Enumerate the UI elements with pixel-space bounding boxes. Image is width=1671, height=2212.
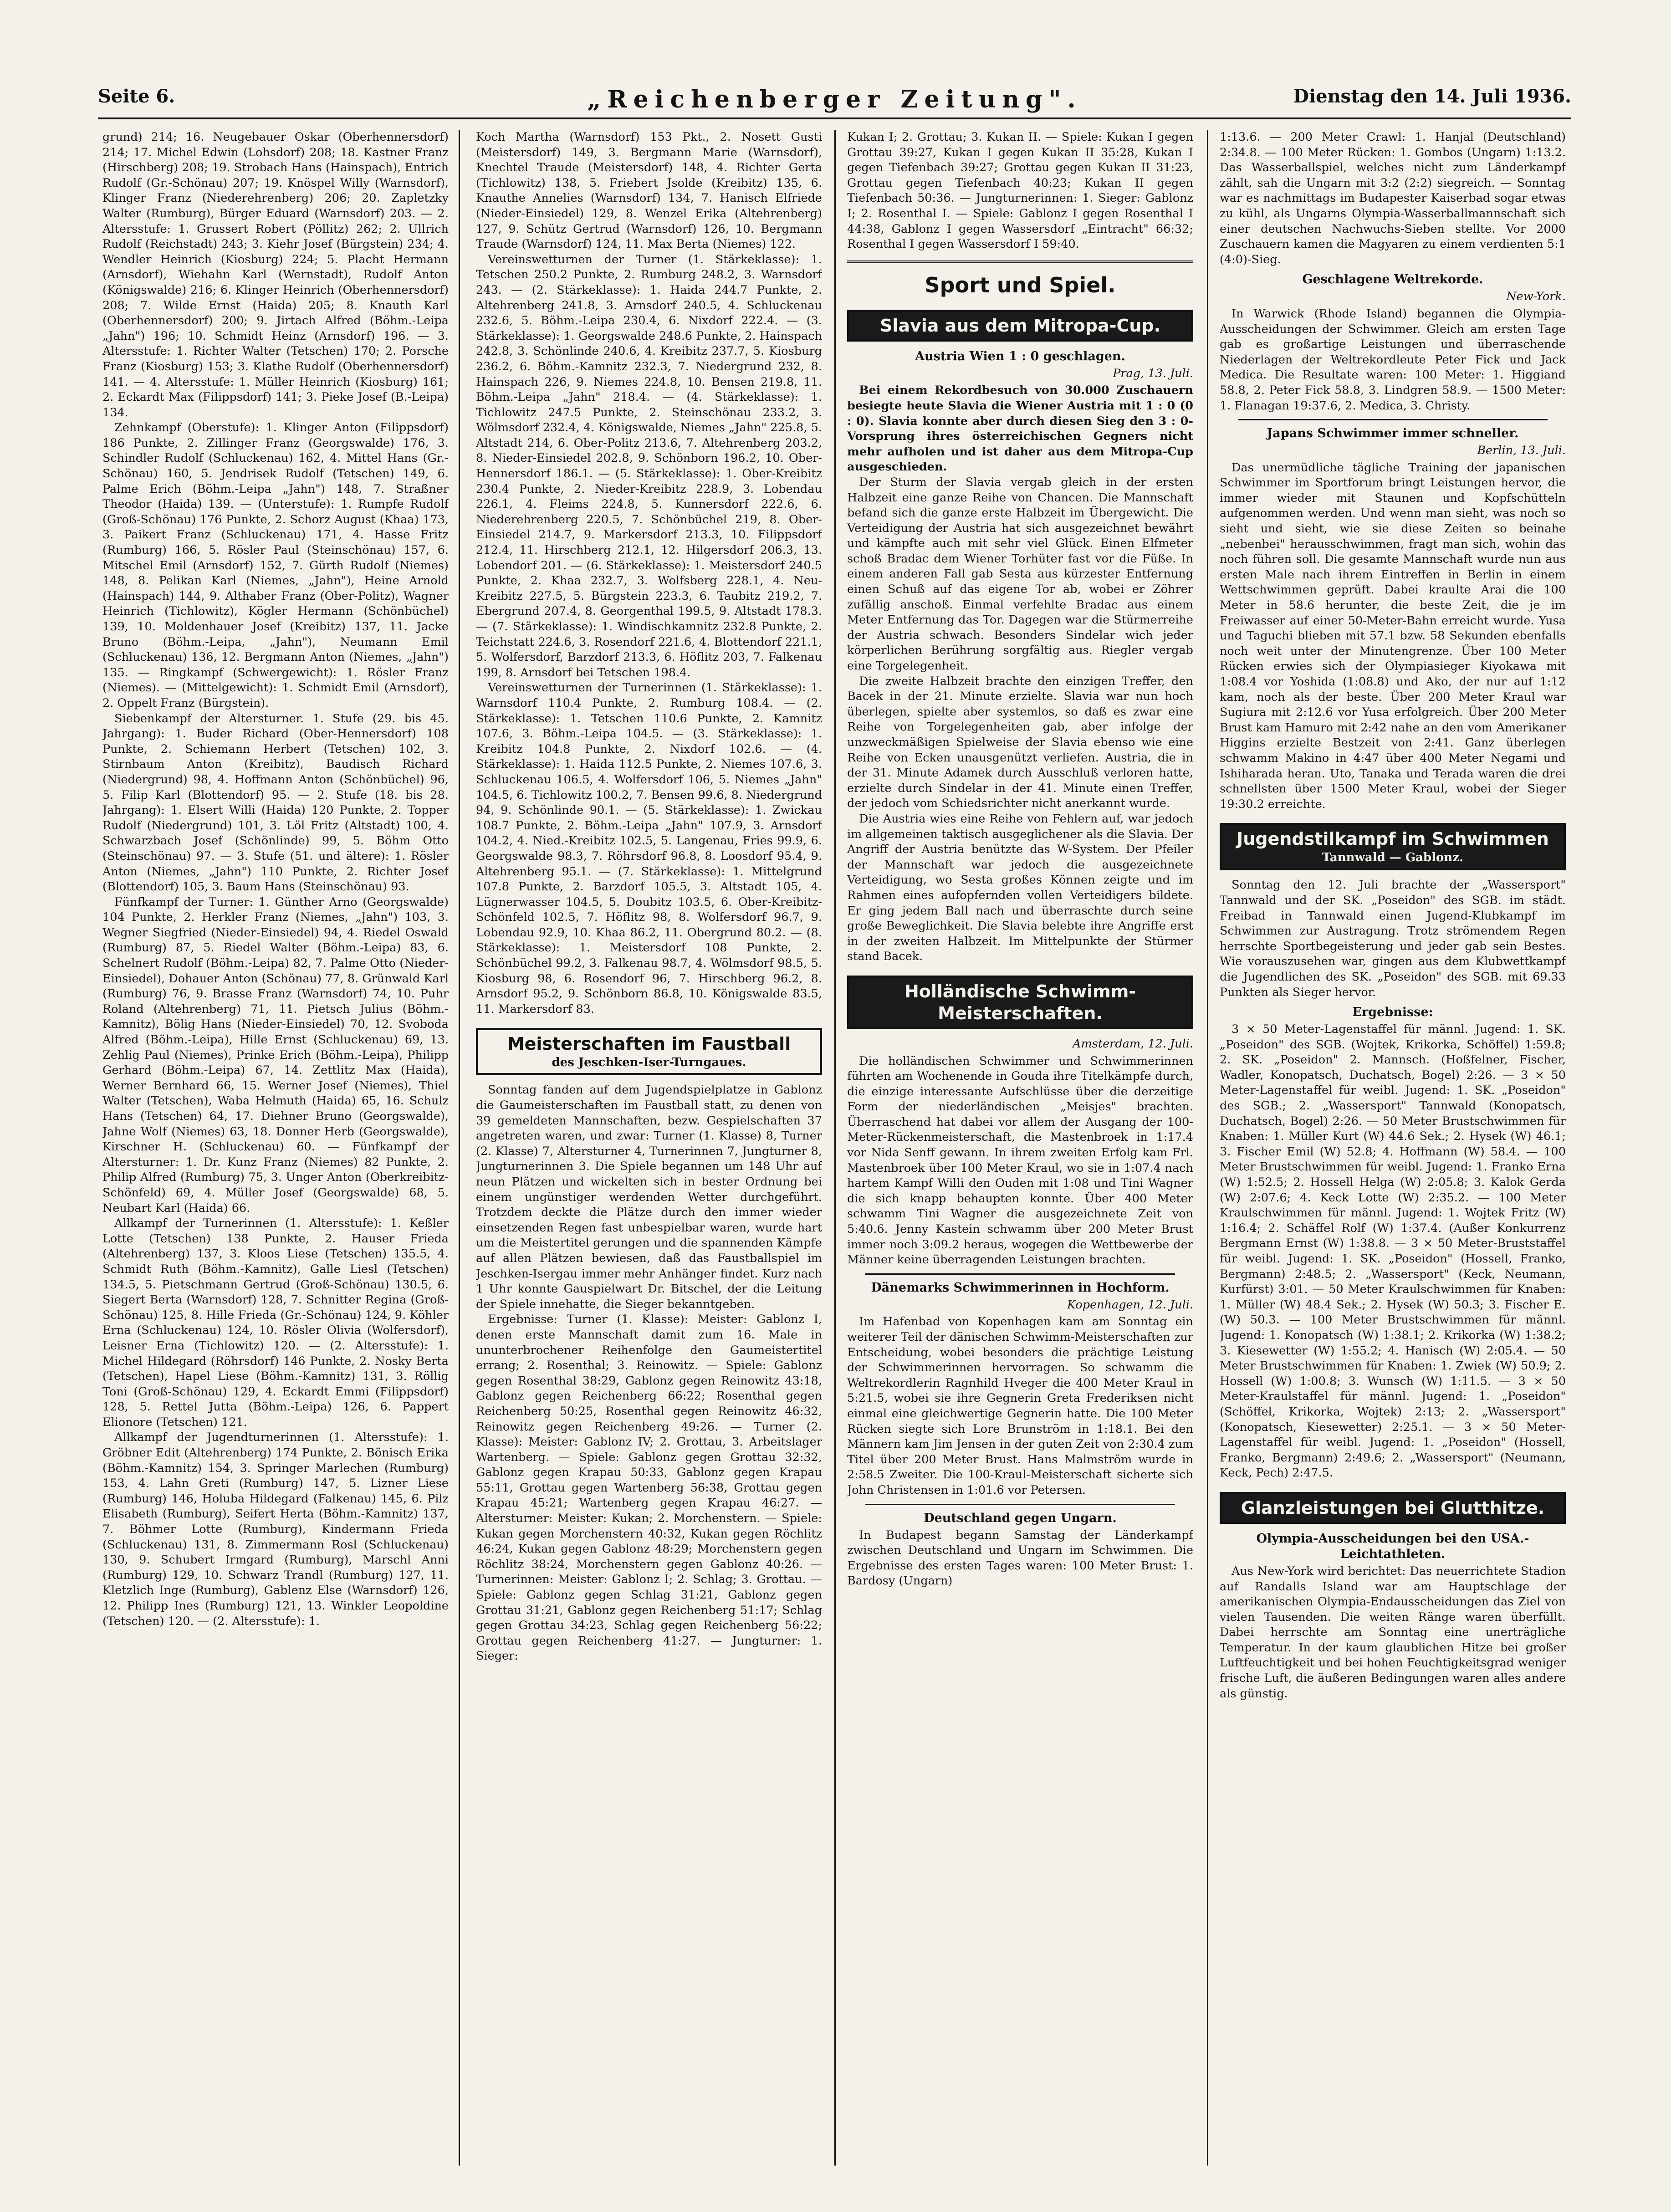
section-divider bbox=[1238, 419, 1548, 420]
dateline: New-York. bbox=[1506, 290, 1566, 304]
article-text: In Warwick (Rhode Island) begannen die Olympia-Ausscheidungen der Schwimmer. Gleich am ersten Tage gab es großartige Leistungen und überraschende Niederlagen der Weltrekordleute Peter Fick und Jack Medica. Die Resultate waren: 100 Meter: 1. Higgiand 58.8, 2. Peter Fick 58.8, 3. Lindgren 58.9. — 1500 Meter: 1. Flanagan 19:37.6, 2. Medica, 3. Christy. bbox=[1220, 307, 1566, 413]
article-text: Die zweite Halbzeit brachte den einzigen Treffer, den Bacek in der 21. Minute erzielte. Slavia war nun hoch überlegen, spielte aber systemlos, so daß es zwar eine Reihe von Torgelegenheiten gab, aber infolge der unzweckmäßigen Spielweise der Slavia ebenso wie eine Reihe von Ecken unausgenützt verliefen. Austria, die in der 31. Minute Adamek durch Ausschluß verloren hatte, erzielte durch Sindelar in der 41. Minute einen Treffer, der jedoch vom Schiedsrichter nicht anerkannt wurde. bbox=[847, 674, 1193, 811]
glanz-headline: Glanzleistungen bei Glutthitze. bbox=[1241, 1497, 1545, 1518]
article-lead: Bei einem Rekordbesuch von 30.000 Zuschauern besiegte heute Slavia die Wiener Austria mit 1 : 0 (0 : 0). Slavia konnte aber durch diesen Sieg den 3 : 0-Vorsprung ihres österreichischen Gegners nicht mehr aufholen und ist daher aus dem Mitropa-Cup ausgeschieden. bbox=[847, 383, 1193, 474]
article-text: Vereinswetturnen der Turnerinnen (1. Stärkeklasse): 1. Warnsdorf 110.4 Punkte, 2. Rumburg 108.4. — (2. Stärkeklasse): 1. Tetschen 110.6 Punkte, 2. Kamnitz 107.6, 3. Böhm.-Leipa 104.5. — (3. Stärkeklasse): 1. Kreibitz 104.8 Punkte, 2. Nixdorf 102.6. — (4. Stärkeklasse): 1. Haida 112.5 Punkte, 2. Niemes 107.6, 3. Schluckenau 106.5, 4. Wolfersdorf 106, 5. Niemes „Jahn" 104.5, 6. Tichlowitz 100.2, 7. Bensen 99.6, 8. Niedergrund 94, 9. Schönlinde 90.1. — (5. Stärkeklasse): 1. Zwickau 108.7 Punkte, 2. Böhm.-Leipa „Jahn" 107.9, 3. Arnsdorf 104.2, 4. Nied.-Kreibitz 102.5, 5. Langenau, Fries 99.9, 6. Georgswalde 98.3, 7. Röhrsdorf 96.8, 8. Loosdorf 95.4, 9. Altehrenberg 95.1. — (7. Stärkeklasse): 1. Mittelgrund 107.8 Punkte, 2. Barzdorf 105.5, 3. Altstadt 105, 4. Lügnerwasser 104.5, 5. Doubitz 103.5, 6. Ober-Kreibitz-Schönfeld 102.5, 7. Höflitz 98, 8. Wolfersdorf 96.7, 9. Lobendau 92.9, 10. Khaa 86.2, 11. Obergrund 80.2. — (8. Stärkeklasse): 1. Meistersdorf 108 Punkte, 2. Schönbüchel 99.2, 3. Falkenau 98.7, 4. Wölmsdorf 98.5, 5. Kiosburg 98, 6. Rosendorf 96, 7. Hirschberg 96.2, 8. Arnsdorf 95.2, 9. Schönborn 86.8, 10. Königswalde 83.5, 11. Markersdorf 83. bbox=[476, 681, 822, 1016]
glanz-headline-box bbox=[1220, 1492, 1566, 1524]
page-header bbox=[98, 86, 1571, 127]
article-text: Der Sturm der Slavia vergab gleich in der ersten Halbzeit eine ganze Reihe von Chancen. Die Mannschaft befand sich die ganze erste Halbzeit im Übergewicht. Die Verteidigung der Austria hat sich ausgezeichnet bewährt und kämpfte auch mit sehr viel Glück. Einen Elfmeter schoß Bradac dem Wiener Torhüter fast vor die Füße. In einem anderen Fall gab Sesta aus kürzester Entfernung einen Schuß auf das eigene Tor ab, wobei er Zöhrer zufällig anschoß. Einmal verfehlte Bradac aus einem Meter Entfernung das Tor. Dagegen war die Stürmerreihe der Austria schwach. Besonders Sindelar wich jeder körperlichen Berührung sorgfältig aus. Riegler vergab eine Torgelegenheit. bbox=[847, 475, 1193, 673]
slavia-headline-box bbox=[847, 310, 1193, 342]
dateline: Berlin, 13. Juli. bbox=[1477, 444, 1566, 458]
article-text: Die holländischen Schwimmer und Schwimmerinnen führten am Wochenende in Gouda ihre Titelkämpfe durch, die einzige interessante Aufschlüsse über die derzeitige Form der niederländischen „Meisjes" brachten. Überraschend hat dabei vor allem der Ausgang der 100-Meter-Rückenmeisterschaft, die Mastenbroek in 1:17.4 vor Nida Senff gewann. In ihrem zweiten Erfolg kam Frl. Mastenbroek über 100 Meter Kraul, wo sie in 1:07.4 nach hartem Kampf Willi den Ouden mit 1:08 und Tini Wagner die sich knapp behaupten konnte. Über 400 Meter schwamm Tini Wagner die ausgezeichnete Zeit von 5:40.6. Jenny Kastein schwamm über 200 Meter Brust immer noch 3:09.2 heraus, wogegen die Wettbewerbe der Männer keine überragenden Leistungen brachten. bbox=[847, 1054, 1193, 1267]
faustball-headline-box bbox=[476, 1028, 822, 1075]
jugend-headline-box bbox=[1220, 823, 1566, 870]
section-divider bbox=[865, 1273, 1175, 1275]
faustball-headline: Meisterschaften im Faustball bbox=[507, 1034, 791, 1054]
subsection-title: Geschlagene Weltrekorde. bbox=[1302, 272, 1483, 287]
issue-date: Dienstag den 14. Juli 1936. bbox=[1293, 86, 1571, 107]
article-text: Vereinswetturnen der Turner (1. Stärkeklasse): 1. Tetschen 250.2 Punkte, 2. Rumburg 248.2, 3. Warnsdorf 243. — (2. Stärkeklasse): 1. Haida 244.7 Punkte, 2. Altehrenberg 241.8, 3. Arnsdorf 240.5, 4. Schluckenau 232.6, 5. Böhm.-Leipa 230.4, 6. Nixdorf 222.4. — (3. Stärkeklasse): 1. Georgswalde 248.6 Punkte, 2. Hainspach 242.8, 3. Schönlinde 240.6, 4. Kreibitz 237.7, 5. Kiosburg 236.2, 6. Böhm.-Kamnitz 232.3, 7. Niedergrund 232, 8. Hainspach 226, 9. Niemes 224.8, 10. Bensen 219.8, 11. Böhm.-Leipa „Jahn" 218.4. — (4. Stärkeklasse): 1. Tichlowitz 247.5 Punkte, 2. Steinschönau 233.2, 3. Wölmsdorf 232.4, 4. Königswalde, Niemes „Jahn" 225.8, 5. Altstadt 214, 6. Ober-Politz 213.6, 7. Altehrenberg 203.2, 8. Nieder-Einsiedel 202.8, 9. Schönborn 196.2, 10. Ober-Hennersdorf 186.1. — (5. Stärkeklasse): 1. Ober-Kreibitz 230.4 Punkte, 2. Nieder-Kreibitz 228.9, 3. Lobendau 226.1, 4. Fleims 224.8, 5. Kunnersdorf 222.6, 6. Niederehrenberg 220.5, 7. Schönbüchel 219, 8. Ober-Einsiedel 214.7, 9. Markersdorf 213.3, 10. Filippsdorf 212.4, 11. Hirschberg 212.1, 12. Hilgersdorf 206.3, 13. Lobendorf 201. — (6. Stärkeklasse): 1. Meistersdorf 240.5 Punkte, 2. Khaa 232.7, 3. Wolfsberg 228.1, 4. Neu-Kreibitz 227.5, 5. Bürgstein 223.3, 6. Taubitz 219.2, 7. Ebergrund 207.4, 8. Georgenthal 199.5, 9. Altstadt 178.3. — (7. Stärkeklasse): 1. Windischkamnitz 232.8 Punkte, 2. Teichstatt 224.6, 3. Rosendorf 221.6, 4. Blottendorf 221.1, 5. Wolfersdorf, Barzdorf 213.3, 6. Höflitz 203, 7. Falkenau 199, 8. Arnsdorf bei Tetschen 198.4. bbox=[476, 252, 822, 679]
article-text: Kukan I; 2. Grottau; 3. Kukan II. — Spiele: Kukan I gegen Grottau 39:27, Kukan I gegen Kukan II 35:28, Kukan I gegen Tiefenbach 39:27; Grottau gegen Kukan II 31:23, Grottau gegen Tiefenbach 40:23; Kukan II gegen Tiefenbach 50:36. — Jungturnerinnen: 1. Sieger: Gablonz I; 2. Rosenthal I. — Spiele: Gablonz I gegen Rosenthal I 44:38, Gablonz I gegen Wassersdorf „Eintracht" 66:32; Rosenthal I gegen Wassersdorf I 59:40. bbox=[847, 130, 1193, 251]
glanz-subheadline: Olympia-Ausscheidungen bei den USA.-Leichtathleten. bbox=[1256, 1531, 1529, 1561]
article-text: Siebenkampf der Altersturner. 1. Stufe (29. bis 45. Jahrgang): 1. Buder Richard (Ober-Hennersdorf) 108 Punkte, 2. Schiemann Herbert (Tetschen) 102, 3. Stirnbaum Anton (Kreibitz), Baudisch Richard (Niedergrund) 98, 4. Hoffmann Anton (Schönbüchel) 96, 5. Filip Karl (Blottendorf) 95. — 2. Stufe (18. bis 28. Jahrgang): 1. Elsert Willi (Haida) 120 Punkte, 2. Topper Rudolf (Niedergrund) 101, 3. Löl Fritz (Altstadt) 100, 4. Schwarzbach Josef (Schönlinde) 99, 5. Böhm Otto (Steinschönau) 97. — 3. Stufe (51. und ältere): 1. Rösler Anton (Niemes, „Jahn") 110 Punkte, 2. Richter Josef (Blottendorf) 105, 3. Baum Hans (Steinschönau) 93. bbox=[102, 711, 449, 894]
article-text: Koch Martha (Warnsdorf) 153 Pkt., 2. Nosett Gusti (Meistersdorf) 149, 3. Bergmann Marie (Warnsdorf), Knechtel Traude (Meistersdorf) 148, 4. Richter Gerta (Tichlowitz) 138, 5. Friebert Jsolde (Kreibitz) 135, 6. Knauthe Annelies (Warnsdorf) 134, 7. Hanisch Elfriede (Nieder-Einsiedel) 129, 8. Wenzel Erika (Altehrenberg) 127, 9. Schütz Gertrud (Warnsdorf) 126, 10. Bergmann Traude (Warnsdorf) 124, 11. Max Berta (Niemes) 122. bbox=[476, 130, 822, 251]
header-rule bbox=[98, 117, 1571, 119]
subsection-title: Japans Schwimmer immer schneller. bbox=[1267, 426, 1519, 441]
column-rule bbox=[1207, 130, 1208, 2166]
article-text: Zehnkampf (Oberstufe): 1. Klinger Anton (Filippsdorf) 186 Punkte, 2. Zillinger Franz (Georgswalde) 176, 3. Schindler Rudolf (Schluckenau) 162, 4. Mittel Hans (Gr.-Schönau) 160, 5. Jendrisek Rudolf (Tetschen) 149, 6. Palme Erich (Böhm.-Leipa „Jahn") 148, 7. Straßner Theodor (Haida) 139. — (Unterstufe): 1. Rumpfe Rudolf (Groß-Schönau) 176 Punkte, 2. Schorz August (Khaa) 173, 3. Paikert Franz (Schluckenau) 171, 4. Hasse Fritz (Rumburg) 166, 5. Rösler Paul (Steinschönau) 157, 6. Mitschel Emil (Arnsdorf) 152, 7. Gürth Rudolf (Niemes) 148, 8. Pelikan Karl (Niemes, „Jahn"), Heine Arnold (Hainspach) 144, 9. Althaber Franz (Ober-Politz), Wagner Heinrich (Tichlowitz), Kögler Hermann (Schönbüchel) 139, 10. Moldenhauer Josef (Kreibitz) 137, 11. Jacke Bruno (Böhm.-Leipa, „Jahn"), Neumann Emil (Schluckenau) 136, 12. Bergmann Anton (Niemes, „Jahn") 135. — Ringkampf (Schwergewicht): 1. Rösler Franz (Niemes). — (Mittelgewicht): 1. Schmidt Emil (Arnsdorf), 2. Oppelt Franz (Bürgstein). bbox=[102, 421, 449, 710]
subsection-title: Deutschland gegen Ungarn. bbox=[924, 1511, 1117, 1525]
article-text: Ergebnisse: Turner (1. Klasse): Meister: Gablonz I, denen erste Mannschaft damit zum 16. Male in ununterbrochener Reihenfolge den Gaumeistertitel errang; 2. Rosenthal; 3. Reinowitz. — Spiele: Gablonz gegen Rosenthal 38:29, Gablonz gegen Reinowitz 43:18, Gablonz gegen Reichenberg 66:22; Rosenthal gegen Reichenberg 50:25, Rosenthal gegen Reinowitz 46:32, Reinowitz gegen Reichenberg 49:26. — Turner (2. Klasse): Meister: Gablonz IV; 2. Grottau, 3. Arbeitslager Wartenberg. — Spiele: Gablonz gegen Grottau 32:32, Gablonz gegen Krapau 50:33, Gablonz gegen Krapau 55:11, Grottau gegen Wartenberg 56:38, Grottau gegen Krapau 45:21; Wartenberg gegen Krapau 46:27. — Altersturner: Meister: Kukan; 2. Morchenstern. — Spiele: Kukan gegen Morchenstern 40:32, Kukan gegen Röchlitz 46:24, Kukan gegen Gablonz 48:29; Morchenstern gegen Röchlitz 38:24, Morchenstern gegen Gablonz 40:26. — Turnerinnen: Meister: Gablonz I; 2. Schlag; 3. Grottau. — Spiele: Gablonz gegen Schlag 31:21, Gablonz gegen Grottau 31:21, Gablonz gegen Reichenberg 51:17; Schlag gegen Grottau 34:23, Schlag gegen Reichenberg 56:22; Grottau gegen Reichenberg 41:27. — Jungturner: 1. Sieger: bbox=[476, 1313, 822, 1663]
page-number: Seite 6. bbox=[98, 86, 175, 107]
article-text: Das unermüdliche tägliche Training der japanischen Schwimmer im Sportforum bringt Leistungen hervor, die immer wieder mit Staunen und Kopfschütteln aufgenommen werden. Und wenn man sieht, was noch so sieht und sieht, wie sie diese Zeiten so beinahe „nebenbei" herausschwimmen, fragt man sich, wohin das noch führen soll. Die gesamte Mannschaft wurde nun aus ersten Male nach ihrem Eintreffen in Berlin in einem Wettschwimmen geprüft. Dabei kraulte Arai die 100 Meter in 58.6 herunter, die beste Zeit, die je im Freiwasser auf einer 50-Meter-Bahn erreicht wurde. Yusa und Taguchi blieben mit 57.1 bzw. 58 Sekunden ebenfalls noch weit unter der Minutengrenze. Über 100 Meter Rücken erwies sich der Olympiasieger Kiyokawa mit 1:08.4 vor Yoshida (1:08.8) und Ako, der nur auf 1:12 kam, noch als der beste. Über 200 Meter Kraul war Sugiura mit 2:12.6 vor Yusa erfolgreich. Über 200 Meter Brust kam Hamuro mit 2:42 nahe an den vom Amerikaner Higgins erzielte Bestzeit von 2:41. Ganz überlegen schwamm Makino in 4:47 über 400 Meter Negami und Ishiharada heran. Uto, Tanaka und Terada waren die drei schnellsten über 1500 Meter Kraul, wobei der Sieger 19:30.2 erreichte. bbox=[1220, 460, 1566, 811]
column-3 bbox=[847, 130, 1193, 2166]
article-text: Fünfkampf der Turner: 1. Günther Arno (Georgswalde) 104 Punkte, 2. Herkler Franz (Niemes, „Jahn") 103, 3. Wegner Siegfried (Nieder-Einsiedel) 94, 4. Riedel Oswald (Rumburg) 87, 5. Riedel Walter (Böhm.-Leipa) 83, 6. Schelnert Rudolf (Böhm.-Leipa) 82, 7. Palme Otto (Nieder-Einsiedel), Dohauer Anton (Schönau) 77, 8. Grünwald Karl (Rumburg) 76, 9. Brasse Franz (Warnsdorf) 74, 10. Puhr Roland (Altehrenberg) 71, 11. Pietsch Julius (Böhm.-Kamnitz), Bölig Hans (Nieder-Einsiedel) 70, 12. Svoboda Alfred (Böhm.-Leipa), Hille Ernst (Schluckenau) 69, 13. Zehlig Paul (Niemes), Prinke Erich (Böhm.-Leipa), Philipp Gerhard (Böhm.-Leipa) 67, 14. Zettlitz Max (Haida), Werner Bernhard 66, 15. Werner Josef (Niemes), Thiel Walter (Tetschen), Waba Helmuth (Haida) 65, 16. Schulz Hans (Tetschen) 64, 17. Diehner Bruno (Georgswalde), Jahne Wolf (Niemes) 63, 18. Donner Herb (Georgswalde), Kirschner H. (Schluckenau) 60. — Fünfkampf der Altersturner: 1. Dr. Kunz Franz (Niemes) 82 Punkte, 2. Philip Alfred (Rumburg) 75, 3. Unger Anton (Oberkreibitz-Schönfeld) 69, 4. Müller Josef (Georgswalde) 68, 5. Neubart Karl (Haida) 66. bbox=[102, 895, 449, 1215]
newspaper-title: „Reichenberger Zeitung". bbox=[587, 86, 1082, 113]
jugend-headline: Jugendstilkampf im Schwimmen bbox=[1237, 829, 1549, 849]
swim-headline: Holländische Schwimm-Meisterschaften. bbox=[904, 981, 1136, 1023]
article-text: Die Austria wies eine Reihe von Fehlern auf, war jedoch im allgemeinen taktisch ausgeglichener als die Slavia. Der Angriff der Austria benützte das W-System. Der Pfeiler der Mannschaft war jedoch die ausgezeichnete Verteidigung, wo Sesta großes Können zeigte und im Rahmen eines aufopfernden vollen Verteidigers bildete. Er ging jedem Ball nach und überraschte durch seine große Beweglichkeit. Die Slavia belebte ihre Angriffe erst in der zweiten Halbzeit. Im Mittelpunkte der Stürmer stand Bacek. bbox=[847, 812, 1193, 964]
column-rule bbox=[459, 130, 460, 2166]
article-text: In Budapest begann Samstag der Länderkampf zwischen Deutschland und Ungarn im Schwimmen. Die Ergebnisse des ersten Tages waren: 100 Meter Brust: 1. Bardosy (Ungarn) bbox=[847, 1528, 1193, 1588]
jugend-subheadline: Tannwald — Gablonz. bbox=[1322, 851, 1464, 865]
article-text: grund) 214; 16. Neugebauer Oskar (Oberhennersdorf) 214; 17. Michel Edwin (Lohsdorf) 208; 18. Kastner Franz (Hirschberg) 208; 19. Strobach Hans (Hainspach), Entrich Rudolf (Gr.-Schönau) 207; 19. Knöspel Willy (Warnsdorf), Klinger Franz (Niederehrenberg) 206; 20. Zapletzky Walter (Rumburg), Bürger Eduard (Warnsdorf) 203. — 2. Altersstufe: 1. Grussert Robert (Pöllitz) 262; 2. Ullrich Rudolf (Reichstadt) 243; 3. Kiehr Josef (Bürgstein) 234; 4. Wendler Heinrich (Kiosburg) 224; 5. Placht Hermann (Arnsdorf), Wiehahn Karl (Wernstadt), Rudolf Anton (Königswalde) 216; 6. Klinger Heinrich (Oberhennersdorf) 208; 7. Wilde Ernst (Haida) 205; 8. Knauth Karl (Oberhennersdorf) 200; 9. Jirtach Alfred (Böhm.-Leipa „Jahn") 196; 10. Schmidt Heinz (Arnsdorf) 196. — 3. Altersstufe: 1. Richter Walter (Tetschen) 170; 2. Porsche Franz (Kiosburg) 153; 3. Klathe Rudolf (Oberhennersdorf) 141. — 4. Altersstufe: 1. Müller Heinrich (Kiosburg) 161; 2. Eckardt Max (Filippsdorf) 141; 3. Pieke Josef (B.-Leipa) 134. bbox=[102, 130, 449, 419]
column-4 bbox=[1220, 130, 1566, 2166]
faustball-subheadline: des Jeschken-Iser-Turngaues. bbox=[552, 1056, 746, 1070]
section-divider bbox=[865, 1504, 1175, 1505]
article-text: 1:13.6. — 200 Meter Crawl: 1. Hanjal (Deutschland) 2:34.8. — 100 Meter Rücken: 1. Gombos (Ungarn) 1:13.2. Das Wasserballspiel, welches nicht zum Länderkampf zählt, sah die Ungarn mit 3:2 (2:2) siegreich. — Sonntag war es nachmittags im Budapester Kaiserbad sogar etwas zu kühl, als Ungarns Olympia-Wasserballmannschaft sich einer deutschen Nachwuchs-Sieben stellte. Vor 2000 Zuschauern kamen die Magyaren zu einem verdienten 5:1 (4:0)-Sieg. bbox=[1220, 130, 1566, 266]
slavia-subheadline: Austria Wien 1 : 0 geschlagen. bbox=[915, 349, 1125, 363]
subsection-title: Dänemarks Schwimmerinnen in Hochform. bbox=[871, 1280, 1170, 1295]
article-text: Aus New-York wird berichtet: Das neuerrichtete Stadion auf Randalls Island war am Hauptschlage der amerikanischen Olympia-Endausscheidungen das Ziel von vielen Tausenden. Die weiten Ränge waren überfüllt. Dabei herrschte am Sonntag eine unerträgliche Temperatur. In der kaum glaublichen Hitze bei großer Luftfeuchtigkeit und bei hohen Feuchtigkeitsgrad weniger frische Luft, die äußeren Bedingungen waren alles andere als günstig. bbox=[1220, 1564, 1566, 1701]
article-text: Allkampf der Turnerinnen (1. Altersstufe): 1. Keßler Lotte (Tetschen) 138 Punkte, 2. Hauser Frieda (Altehrenberg) 137, 3. Kloos Liese (Tetschen) 135.5, 4. Schmidt Ruth (Böhm.-Kamnitz), Galle Liesl (Tetschen) 134.5, 5. Pietschmann Gertrud (Groß-Schönau) 130.5, 6. Siegert Berta (Warnsdorf) 128, 7. Schnitter Regina (Groß-Schönau) 125, 8. Hille Frieda (Gr.-Schönau) 124, 9. Köhler Erna (Schluckenau) 124, 10. Rösler Olivia (Wolfersdorf), Leisner Erna (Tichlowitz) 120. — (2. Altersstufe): 1. Michel Hildegard (Röhrsdorf) 146 Punkte, 2. Nosky Berta (Tetschen), Hapel Liese (Böhm.-Kamnitz) 131, 3. Röllig Toni (Groß-Schönau) 129, 4. Eckardt Emmi (Filippsdorf) 128, 5. Rettel Jutta (Böhm.-Leipa) 126, 6. Pappert Elionore (Tetschen) 121. bbox=[102, 1216, 449, 1429]
slavia-headline: Slavia aus dem Mitropa-Cup. bbox=[879, 315, 1161, 336]
article-text: Im Hafenbad von Kopenhagen kam am Sonntag ein weiterer Teil der dänischen Schwimm-Meisterschaften zur Entscheidung, wobei besonders die prächtige Leistung der Schwimmerinnen hervorragen. So schwamm die Weltrekordlerin Ragnhild Hveger die 400 Meter Kraul in 5:21.5, wobei sie ihre Gegnerin Greta Frederiksen nicht einmal eine gleichwertige Gegnerin hatte. Die 100 Meter Rücken siegte sich Lore Brunström in 1:18.1. Bei den Männern kam Jim Jensen in der guten Zeit von 2:30.4 zum Titel über 200 Meter Brust. Hans Malmström wurde in 2:58.5 Zweiter. Die 100-Kraul-Meisterschaft sicherte sich John Christensen in 1:01.6 vor Petersen. bbox=[847, 1315, 1193, 1497]
article-text: Allkampf der Jugendturnerinnen (1. Altersstufe): 1. Gröbner Edit (Altehrenberg) 174 Punkte, 2. Bönisch Erika (Böhm.-Kamnitz) 154, 3. Springer Marlechen (Rumburg) 153, 4. Lahn Greti (Rumburg) 147, 5. Lizner Liese (Rumburg) 146, Holuba Hildegard (Falkenau) 145, 6. Pilz Elisabeth (Rumburg), Seifert Herta (Böhm.-Kamnitz) 137, 7. Böhmer Lotte (Rumburg), Kindermann Frieda (Schluckenau) 131, 8. Zimmermann Rosl (Schluckenau) 130, 9. Schubert Irmgard (Rumburg), Marschl Anni (Rumburg) 129, 10. Schwarz Trandl (Rumburg) 127, 11. Kletzlich Inge (Rumburg), Gablenz Else (Warnsdorf) 126, 12. Philipp Ines (Rumburg) 121, 13. Winkler Leopoldine (Tetschen) 120. — (2. Altersstufe): 1. bbox=[102, 1430, 449, 1628]
dateline: Kopenhagen, 12. Juli. bbox=[1067, 1298, 1193, 1312]
section-title: Sport und Spiel. bbox=[925, 272, 1116, 297]
column-2 bbox=[476, 130, 822, 2166]
results-heading: Ergebnisse: bbox=[1352, 1005, 1433, 1020]
article-text: Sonntag fanden auf dem Jugendspielplatze in Gablonz die Gaumeisterschaften im Faustball statt, zu denen von 39 gemeldeten Mannschaften, bezw. Gespielschaften 37 angetreten waren, und zwar: Turner (1. Klasse) 8, Turner (2. Klasse) 7, Altersturner 4, Turnerinnen 7, Jungturner 8, Jungturnerinnen 3. Die Spiele begannen um 148 Uhr auf neun Plätzen und wickelten sich in bester Ordnung bei einem ungünstiger werdenden Wetter durchgeführt. Trotzdem deckte die Plätze durch den immer wieder einsetzenden Regen fast unbespielbar waren, wurde hart um die Meistertitel gerungen und die spannenden Kämpfe auf allen Plätzen bewiesen, daß das Faustballspiel im Jeschken-Isergau immer mehr Anhänger findet. Kurz nach 1 Uhr konnte Gauspielwart Dr. Bitschel, der die Leitung der Spiele innehatte, die Sieger bekanntgeben. bbox=[476, 1083, 822, 1311]
swim-headline-box bbox=[847, 976, 1193, 1029]
dateline: Prag, 13. Juli. bbox=[1113, 366, 1193, 380]
column-1 bbox=[102, 130, 449, 2166]
dateline: Amsterdam, 12. Juli. bbox=[1073, 1037, 1193, 1051]
column-rule bbox=[834, 130, 836, 2166]
section-divider bbox=[847, 261, 1193, 263]
article-text: 3 × 50 Meter-Lagenstaffel für männl. Jugend: 1. SK. „Poseidon" des SGB. (Wojtek, Krikorka, Schöffel) 1:59.8; 2. SK. „Poseidon" 2. Mannsch. (Hoßfelner, Fischer, Wadler, Konopatsch, Duchatsch, Bogel) 2:26. — 3 × 50 Meter-Lagenstaffel für weibl. Jugend: 1. SK. „Poseidon" des SGB.; 2. „Wassersport" Tannwald (Konopatsch, Duchatsch, Bogel) 2:26. — 50 Meter Brustschwimmen für Knaben: 1. Müller Kurt (W) 44.6 Sek.; 2. Hysek (W) 46.1; 3. Fischer Emil (W) 52.8; 4. Hoffmann (W) 58.4. — 100 Meter Brustschwimmen für weibl. Jugend: 1. Franko Erna (W) 1:52.5; 2. Hossell Helga (W) 2:05.8; 3. Kalok Gerda (W) 2:07.6; 4. Keck Lotte (W) 2:35.2. — 100 Meter Kraulschwimmen für männl. Jugend: 1. Wojtek Fritz (W) 1:16.4; 2. Schäffel Rolf (W) 1:37.4. (Außer Konkurrenz Bergmann Ernst (W) 1:38.8. — 3 × 50 Meter-Bruststaffel für weibl. Jugend: 1. SK. „Poseidon" (Hossell, Franko, Bergmann) 2:48.5; 2. „Wassersport" (Keck, Neumann, Kurfürst) 3:01. — 50 Meter Kraulschwimmen für Knaben: 1. Müller (W) 48.4 Sek.; 2. Hysek (W) 50.3; 3. Fischer E. (W) 50.3. — 100 Meter Brustschwimmen für männl. Jugend: 1. Konopatsch (W) 1:38.1; 2. Krikorka (W) 1:38.2; 3. Kiesewetter (W) 1:55.2; 4. Hanisch (W) 2:05.4. — 50 Meter Brustschwimmen für Knaben: 1. Zwiek (W) 50.9; 2. Hossell (W) 1:00.8; 3. Wunsch (W) 1:11.5. — 3 × 50 Meter-Kraulstaffel für männl. Jugend: 1. „Poseidon" (Schöffel, Krikorka, Wojtek) 2:13; 2. „Wassersport" (Konopatsch, Kiesewetter) 2:25.1. — 3 × 50 Meter-Lagenstaffel für weibl. Jugend: 1. „Poseidon" (Hossell, Franko, Bergmann) 2:49.6; 2. „Wassersport" (Neumann, Keck, Pech) 2:47.5. bbox=[1220, 1022, 1566, 1480]
article-text: Sonntag den 12. Juli brachte der „Wassersport" Tannwald und der SK. „Poseidon" des SGB. im städt. Freibad in Tannwald einen Jugend-Klubkampf im Schwimmen zur Austragung. Trotz strömendem Regen herrschte Sportbegeisterung und jeder gab sein Bestes. Wie vorauszusehen war, gingen aus dem Klubwettkampf die Jugendlichen des SK. „Poseidon" des SGB. mit 69.33 Punkten als Sieger hervor. bbox=[1220, 878, 1566, 999]
